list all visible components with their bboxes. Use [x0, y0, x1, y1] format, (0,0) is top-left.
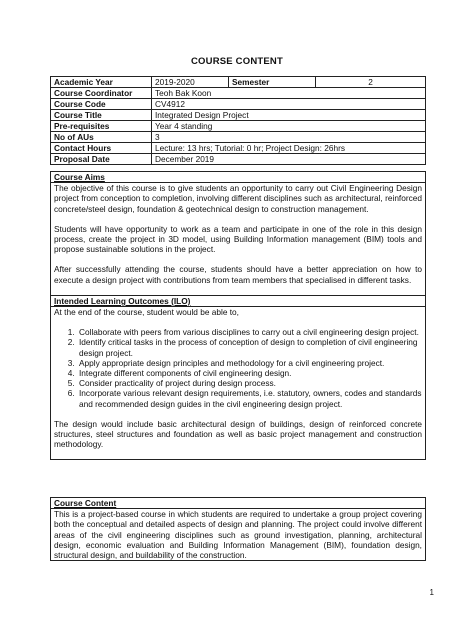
aims-paragraph-1: The objective of this course is to give students an opportunity to carry out Civil Engineering Design project from conception to completion, involving different disciplines such as architectural, reinforced concrete/steel design, foundation & geotechnical design to construction management. [54, 183, 422, 214]
aus-value: 3 [152, 132, 426, 143]
page-number: 1 [429, 588, 434, 597]
ilo-heading: Intended Learning Outcomes (ILO) [51, 296, 425, 307]
contact-hours-label: Contact Hours [51, 143, 152, 154]
prerequisites-value: Year 4 standing [152, 121, 426, 132]
aims-paragraph-2: Students will have opportunity to work as a team and participate in one of the role in this design process, create the project in 3D model, using Building Information management (BIM) tools and propose sustainable solutions in the project. [54, 223, 422, 255]
ilo-outro: The design would include basic architectural design of buildings, design of reinforced concrete structures, steel structures and foundation as well as basic project management and construction methodology. [54, 418, 422, 450]
aus-label: No of AUs [51, 132, 152, 143]
ilo-intro: At the end of the course, student would be able to, [54, 307, 239, 318]
course-code-value: CV4912 [152, 99, 426, 110]
table-row [51, 110, 426, 121]
semester-label: Semester [229, 77, 316, 88]
academic-year-label: Academic Year [51, 77, 152, 88]
prerequisites-label: Pre-requisites [51, 121, 152, 132]
course-aims-heading: Course Aims [51, 172, 425, 183]
aims-ilo-section [50, 171, 426, 460]
list-item: 3. Apply appropriate design principles and methodology for a civil engineering project. [77, 358, 422, 368]
table-row [51, 77, 426, 88]
table-row [51, 121, 426, 132]
semester-value: 2 [316, 77, 426, 88]
list-item: 5. Consider practicality of project during design process. [77, 378, 422, 388]
document-title: COURSE CONTENT [191, 56, 283, 67]
table-row [51, 99, 426, 110]
table-row [51, 132, 426, 143]
list-item: 1. Collaborate with peers from various disciplines to carry out a civil engineering design project. [77, 327, 422, 337]
proposal-date-label: Proposal Date [51, 154, 152, 165]
ilo-list [51, 327, 425, 409]
table-row [51, 143, 426, 154]
contact-hours-value: Lecture: 13 hrs; Tutorial: 0 hr; Project Design: 26hrs [152, 143, 426, 154]
course-content-section [50, 497, 426, 561]
table-row [51, 154, 426, 165]
academic-year-value: 2019-2020 [152, 77, 229, 88]
course-title-value: Integrated Design Project [152, 110, 426, 121]
coordinator-label: Course Coordinator [51, 88, 152, 99]
coordinator-value: Teoh Bak Koon [152, 88, 426, 99]
content-paragraph-1: This is a project-based course in which students are required to undertake a group project covering both the conceptual and detailed aspects of design and planning. The project could involve different areas of the civil engineering disciplines such as ground investigation, planning, architectural design, economic evaluation and Building Information Management (BIM), foundation design, structural design, and buildability of the construction. [54, 509, 422, 561]
course-code-label: Course Code [51, 99, 152, 110]
course-title-label: Course Title [51, 110, 152, 121]
list-item: 2. Identify critical tasks in the process of conception of design to completion of civil engineering design project. [77, 337, 422, 357]
aims-paragraph-3: After successfully attending the course, students should have a better appreciation on how to execute a design project with contributions from team members that specialised in different tasks. [54, 264, 422, 285]
table-row [51, 88, 426, 99]
proposal-date-value: December 2019 [152, 154, 426, 165]
course-info-table [50, 76, 426, 165]
list-item: 4. Integrate different components of civil engineering design. [77, 368, 422, 378]
list-item: 6. Incorporate various relevant design requirements, i.e. statutory, owners, codes and standards and recommended design guides in the civil engineering design project. [77, 388, 422, 408]
course-content-heading: Course Content [51, 498, 425, 509]
